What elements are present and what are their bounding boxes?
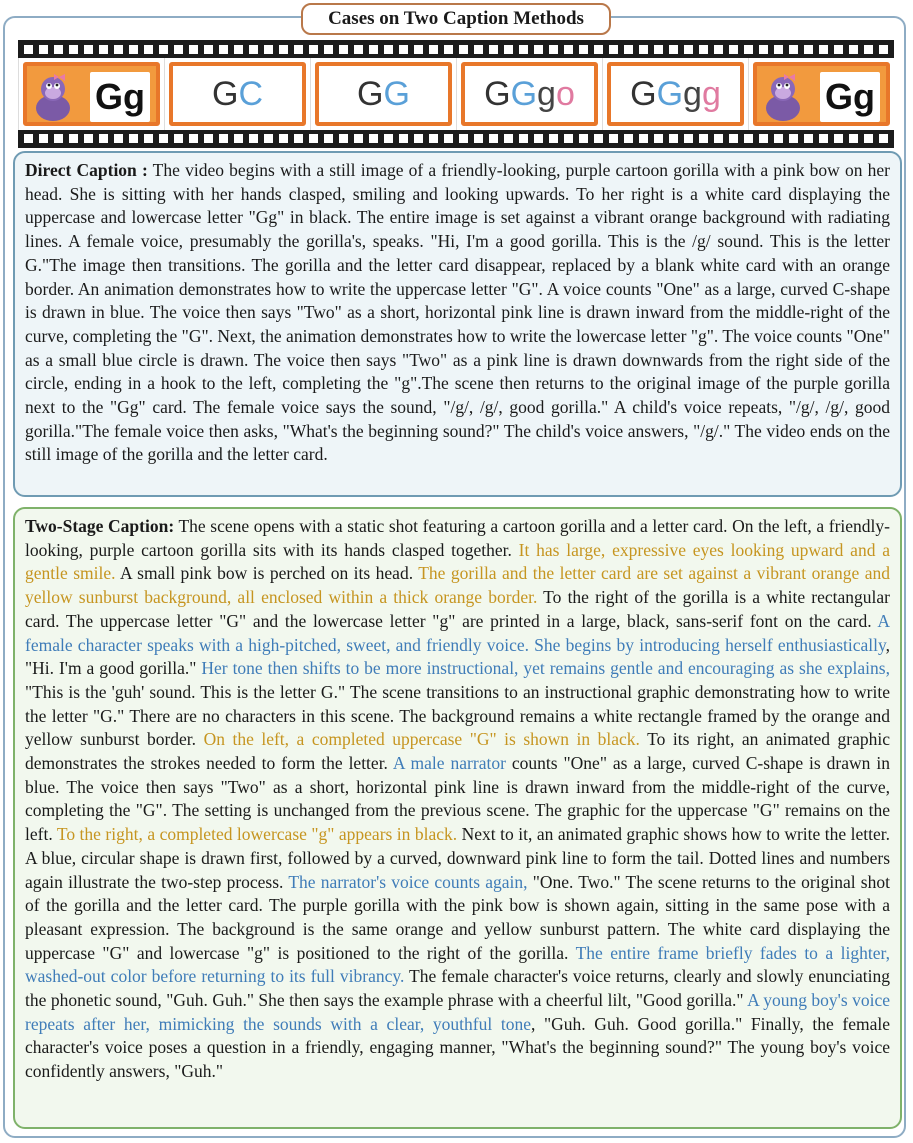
audio-detail-highlight: A female character speaks with a high-pitched, sweet, and friendly voice. She begins by introducing herself enthusiastically: [25, 610, 890, 655]
film-perforation: [399, 134, 408, 143]
film-perforation: [624, 45, 633, 54]
audio-detail-highlight: Her tone then shifts to be more instructional, yet remains gentle and encouraging as she explains,: [201, 658, 890, 679]
film-perforation: [804, 45, 813, 54]
letter-writing-scene: [169, 62, 306, 126]
film-perforation: [54, 45, 63, 54]
film-perforation: [744, 134, 753, 143]
letter-writing-scene: [461, 62, 598, 126]
film-perforation: [639, 134, 648, 143]
letter-card: Gg: [90, 72, 150, 122]
film-perforation: [309, 45, 318, 54]
film-perforation: [669, 134, 678, 143]
two-stage-caption-box: [13, 507, 902, 1129]
gorilla-scene: [753, 62, 890, 126]
film-perforation: [369, 45, 378, 54]
letter-graphic: GGgo: [484, 75, 575, 113]
film-perforation: [294, 134, 303, 143]
direct-caption-text: The video begins with a still image of a friendly-looking, purple cartoon gorilla with a pink bow on her head. She is sitting with her hands clasped, smiling and looking upwards. To her right is a white card displaying the uppercase and lowercase letter "Gg" in black. The entire image is set against a vibrant orange background with radiating lines. A female voice, presumably the gorilla's, speaks. "Hi, I'm a good gorilla. This is the /g/ sound. This is the letter G."The image then transitions. The gorilla and the letter card disappear, replaced by a blank white card with an orange border. An animation demonstrates how to write the uppercase letter "G". A voice counts "One" as a large, curved C-shape is drawn in blue. The voice then says "Two" as a short, horizontal pink line is drawn inward from the middle-right of the curve, completing the "G". Next, the animation demonstrates how to write the lowercase letter "g". The voice counts "One" as a small blue circle is drawn. The voice then says "Two" as a pink line is drawn downwards from the right side of the circle, ending in a hook to the left, completing the "g".The scene then returns to the original image of the purple gorilla next to the "Gg" card. The female voice says the sound, "/g/, /g/, good gorilla." A child's voice repeats, "/g/, /g/, good gorilla."The female voice then asks, "What's the beginning sound?" The child's voice answers, "/g/." The video ends on the still image of the gorilla and the letter card.: [25, 160, 890, 465]
caption-text-segment: , "Hi. I'm a good gorilla.": [25, 634, 890, 679]
film-perforation: [579, 45, 588, 54]
caption-text-segment: Next to it, an animated graphic shows how to write the letter. A blue, circular shape is drawn first, followed by a curved, downward pink line to form the tail. Dotted lines and numbers again illustrate the two-step process.: [25, 824, 890, 892]
caption-text-segment: , "Guh. Guh. Good gorilla." Finally, the female character's voice poses a question in a friendly, engaging manner, "What's the beginning sound?" The young boy's voice confidently answers, "Guh.": [25, 1013, 890, 1082]
film-perforation: [654, 45, 663, 54]
film-perforation: [744, 45, 753, 54]
film-perforation: [99, 45, 108, 54]
film-perforation: [444, 45, 453, 54]
film-perforation: [624, 134, 633, 143]
direct-caption-box: [13, 151, 902, 497]
film-perforation: [504, 134, 513, 143]
film-perforation: [234, 134, 243, 143]
video-filmstrip: [18, 40, 894, 148]
film-perforation: [249, 45, 258, 54]
film-perforation: [324, 134, 333, 143]
film-perforation: [189, 45, 198, 54]
film-perforation: [789, 45, 798, 54]
film-perforation: [459, 45, 468, 54]
two-stage-caption-label: Two-Stage Caption:: [25, 516, 175, 536]
film-perforation: [474, 134, 483, 143]
film-perforation: [279, 45, 288, 54]
film-perforation: [204, 45, 213, 54]
film-perforation: [834, 45, 843, 54]
film-perforation: [864, 134, 873, 143]
direct-caption-label: Direct Caption :: [25, 160, 148, 180]
film-perforation: [99, 134, 108, 143]
film-perforation: [69, 45, 78, 54]
film-perforation: [159, 134, 168, 143]
video-frame: [602, 58, 748, 130]
letter-writing-scene: [607, 62, 744, 126]
video-frame: [18, 58, 164, 130]
gorilla-character-icon: [31, 72, 75, 122]
film-perforation: [414, 134, 423, 143]
audio-detail-highlight: A male narrator: [392, 753, 506, 774]
film-perforations-top: [18, 42, 894, 57]
film-perforation: [54, 134, 63, 143]
film-perforation: [534, 45, 543, 54]
caption-text-segment: A small pink bow is perched on its head.: [115, 563, 419, 584]
visual-detail-highlight: On the left, a completed uppercase "G" is shown in black.: [203, 729, 640, 750]
film-perforation: [519, 134, 528, 143]
film-perforation: [474, 45, 483, 54]
film-perforation: [819, 134, 828, 143]
film-perforation: [489, 134, 498, 143]
film-perforation: [174, 134, 183, 143]
film-perforation: [414, 45, 423, 54]
film-perforation: [129, 134, 138, 143]
letter-writing-scene: [315, 62, 452, 126]
film-perforation: [789, 134, 798, 143]
film-perforation: [114, 134, 123, 143]
film-perforation: [774, 134, 783, 143]
film-perforation: [69, 134, 78, 143]
film-perforation: [609, 45, 618, 54]
video-frame: [310, 58, 456, 130]
film-perforation: [219, 45, 228, 54]
film-perforations-bottom: [18, 131, 894, 146]
audio-detail-highlight: The entire frame briefly fades to a lighter, washed-out color before returning to its full vibrancy.: [25, 942, 890, 987]
audio-detail-highlight: The narrator's voice counts again,: [288, 871, 528, 892]
film-perforation: [309, 134, 318, 143]
film-perforation: [234, 45, 243, 54]
caption-text-segment: The scene opens with a static shot featuring a cartoon gorilla and a letter card. On the left, a friendly-looking, purple cartoon gorilla sits with its hands clasped together.: [25, 516, 890, 560]
film-perforation: [669, 45, 678, 54]
film-perforation: [864, 45, 873, 54]
visual-detail-highlight: It has large, expressive eyes looking upward and a gentle smile.: [25, 539, 890, 584]
film-perforation: [189, 134, 198, 143]
letter-graphic: GG: [357, 75, 410, 113]
caption-text-segment: To its right, an animated graphic demonstrates the strokes needed to form the letter.: [25, 729, 890, 774]
film-perforation: [549, 45, 558, 54]
caption-text-segment: "One. Two." The scene returns to the original shot of the gorilla and the letter card. The purple gorilla with the pink bow is shown again, sitting in the same pose with a pleasant expression. The background is the same orange and yellow sunburst pattern. The white card displaying the uppercase "G" and lowercase "g" is positioned to the right of the gorilla.: [25, 871, 890, 963]
film-perforation: [714, 45, 723, 54]
film-perforation: [144, 134, 153, 143]
film-perforation: [639, 45, 648, 54]
film-perforation: [39, 45, 48, 54]
gorilla-character-icon: [761, 72, 805, 122]
gorilla-scene: [23, 62, 160, 126]
visual-detail-highlight: The gorilla and the letter card are set against a vibrant orange and yellow sunburst background, all enclosed within a thick orange border.: [25, 563, 890, 608]
film-perforation: [564, 134, 573, 143]
letter-graphic: GC: [211, 75, 263, 113]
film-perforation: [594, 134, 603, 143]
video-frame: [748, 58, 894, 130]
video-frame: [456, 58, 602, 130]
film-perforation: [849, 45, 858, 54]
film-perforation: [279, 134, 288, 143]
visual-detail-highlight: To the right, a completed lowercase "g" appears in black.: [56, 824, 458, 845]
figure-title: Cases on Two Caption Methods: [301, 3, 611, 35]
film-perforation: [849, 134, 858, 143]
film-perforation: [699, 45, 708, 54]
film-perforation: [534, 134, 543, 143]
film-perforation: [489, 45, 498, 54]
film-perforation: [219, 134, 228, 143]
letter-graphic: GGgg: [630, 75, 721, 113]
film-perforation: [579, 134, 588, 143]
film-perforation: [684, 45, 693, 54]
film-perforation: [174, 45, 183, 54]
film-perforation: [594, 45, 603, 54]
film-perforation: [759, 134, 768, 143]
caption-text-segment: The female character's voice returns, clearly and slowly enunciating the phonetic sound, "Guh. Guh." She then says the example phrase with a cheerful lilt, "Good gorilla.": [25, 966, 890, 1011]
film-perforation: [684, 134, 693, 143]
film-perforation: [159, 45, 168, 54]
film-perforation: [759, 45, 768, 54]
film-perforation: [264, 45, 273, 54]
film-perforation: [39, 134, 48, 143]
two-stage-caption-text: [25, 516, 890, 1081]
film-perforation: [699, 134, 708, 143]
film-perforation: [429, 134, 438, 143]
video-frames: [18, 58, 894, 130]
film-perforation: [144, 45, 153, 54]
caption-text-segment: counts "One" as a large, curved C-shape is drawn in blue. The voice then says "Two" as a short, horizontal pink line is drawn inward from the middle-right of the curve, completing the "G". The setting is unchanged from the previous scene. The graphic for the uppercase "G" remains on the left.: [25, 753, 890, 845]
film-perforation: [729, 45, 738, 54]
film-perforation: [84, 45, 93, 54]
film-perforation: [399, 45, 408, 54]
film-perforation: [294, 45, 303, 54]
caption-text-segment: To the right of the gorilla is a white rectangular card. The uppercase letter "G" and the lowercase letter "g" are printed in a large, black, sans-serif font on the card.: [25, 587, 890, 631]
film-perforation: [504, 45, 513, 54]
film-perforation: [384, 45, 393, 54]
film-perforation: [24, 45, 33, 54]
film-perforation: [204, 134, 213, 143]
film-perforation: [324, 45, 333, 54]
film-perforation: [714, 134, 723, 143]
film-perforation: [84, 134, 93, 143]
film-perforation: [564, 45, 573, 54]
film-perforation: [339, 45, 348, 54]
film-perforation: [729, 134, 738, 143]
video-frame: [164, 58, 310, 130]
film-perforation: [549, 134, 558, 143]
film-perforation: [129, 45, 138, 54]
film-perforation: [354, 134, 363, 143]
film-perforation: [654, 134, 663, 143]
film-perforation: [609, 134, 618, 143]
film-perforation: [249, 134, 258, 143]
film-perforation: [444, 134, 453, 143]
audio-detail-highlight: A young boy's voice repeats after her, mimicking the sounds with a clear, youthful tone: [25, 990, 890, 1034]
film-perforation: [834, 134, 843, 143]
film-perforation: [384, 134, 393, 143]
film-perforation: [879, 45, 888, 54]
film-perforation: [354, 45, 363, 54]
film-perforation: [879, 134, 888, 143]
caption-text-segment: "This is the 'guh' sound. This is the letter G." The scene transitions to an instructional graphic demonstrating how to write the letter "G." There are no characters in this scene. The background remains a white rectangle framed by the orange and yellow sunburst border.: [25, 681, 890, 750]
film-perforation: [804, 134, 813, 143]
film-perforation: [114, 45, 123, 54]
film-perforation: [774, 45, 783, 54]
film-perforation: [264, 134, 273, 143]
film-perforation: [459, 134, 468, 143]
film-perforation: [339, 134, 348, 143]
film-perforation: [369, 134, 378, 143]
film-perforation: [519, 45, 528, 54]
film-perforation: [429, 45, 438, 54]
film-perforation: [819, 45, 828, 54]
letter-card: Gg: [820, 72, 880, 122]
film-perforation: [24, 134, 33, 143]
